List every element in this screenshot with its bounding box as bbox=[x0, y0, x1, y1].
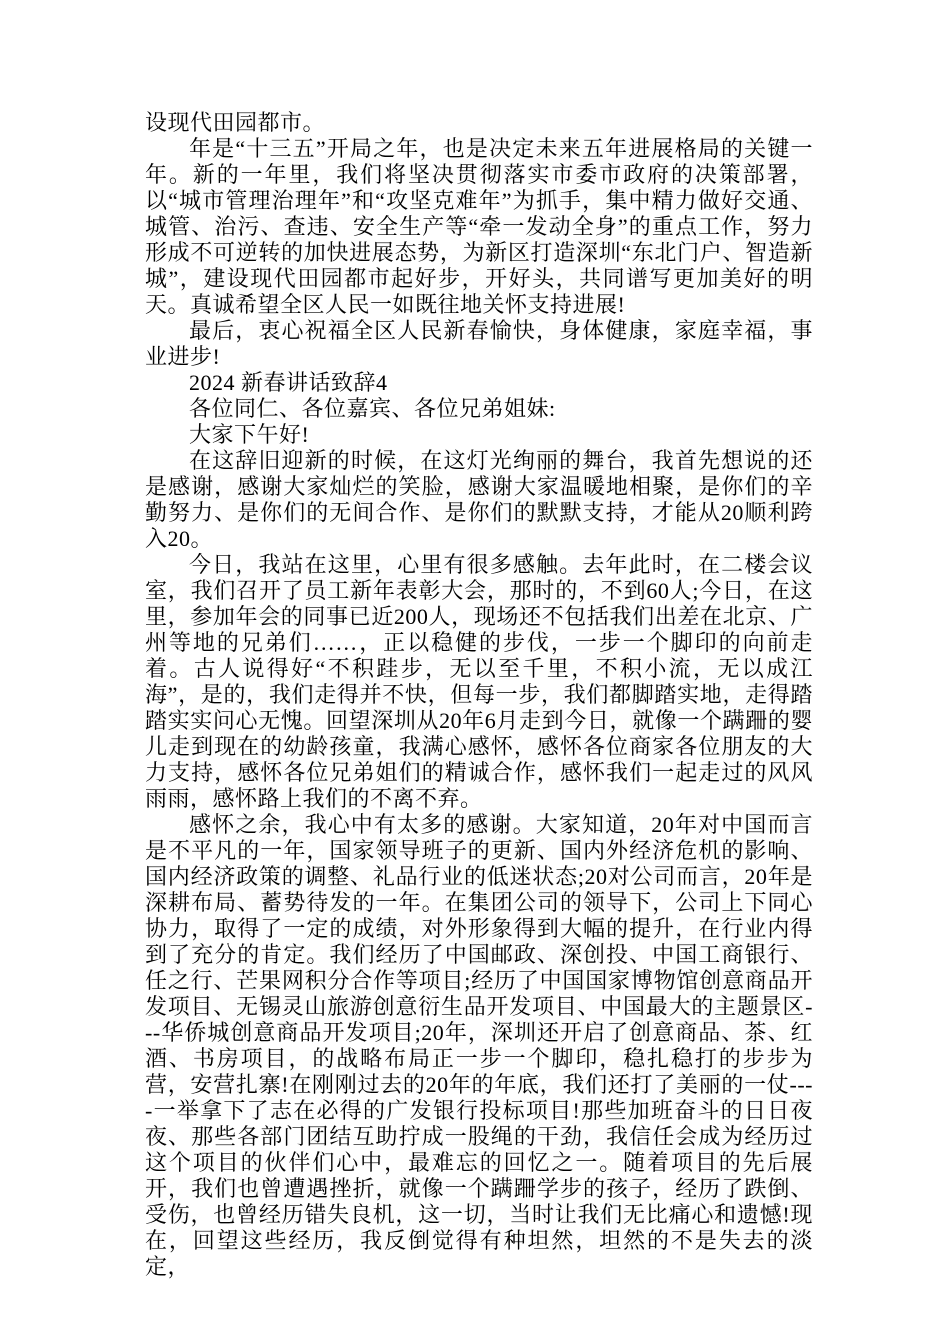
section-title: 2024 新春讲话致辞4 bbox=[189, 370, 388, 395]
paragraph-continuation: 设现代田园都市。 bbox=[145, 110, 326, 135]
paragraph: 今日，我站在这里，心里有很多感触。去年此时，在二楼会议室，我们召开了员工新年表彰大会，那时的，不到60人;今日，在这里，参加年会的同事已近200人，现场还不包括我们出差在北京、广州等地的兄弟们……，正以稳健的步伐，一步一个脚印的向前走着。古人说得好“不积跬步，无以至千里，不积小流，无以成江海”，是的，我们走得并不快，但每一步，我们都脚踏实地，走得踏踏实实问心无愧。回望深圳从20年6月走到今日，就像一个蹒跚的婴儿走到现在的幼龄孩童，我满心感怀，感怀各位商家各位朋友的大力支持，感怀各位兄弟姐们的精诚合作，感怀我们一起走过的风风雨雨，感怀路上我们的不离不弃。 bbox=[145, 552, 813, 811]
greeting: 大家下午好! bbox=[189, 422, 310, 447]
paragraph: 感怀之余，我心中有太多的感谢。大家知道，20年对中国而言是不平凡的一年，国家领导班子的更新、国内外经济危机的影响、国内经济政策的调整、礼品行业的低迷状态;20对公司而言，20年是深耕布局、蓄势待发的一年。在集团公司的领导下，公司上下同心协力，取得了一定的成绩，对外形象得到大幅的提升，在行业内得到了充分的肯定。我们经历了中国邮政、深创投、中国工商银行、任之行、芒果网积分合作等项目;经历了中国国家博物馆创意商品开发项目、无锡灵山旅游创意衍生品开发项目、中国最大的主题景区---华侨城创意商品开发项目;20年，深圳还开启了创意商品、茶、红酒、书房项目，的战略布局正一步一个脚印，稳扎稳打的步步为营，安营扎寨!在刚刚过去的20年的年底，我们还打了美丽的一仗----一举拿下了志在必得的广发银行投标项目!那些加班奋斗的日日夜夜、那些各部门团结互助拧成一股绳的干劲，我信任会成为经历过这个项目的伙伴们心中，最难忘的回忆之一。随着项目的先后展开，我们也曾遭遇挫折，就像一个蹒跚学步的孩子，经历了跌倒、受伤，也曾经历错失良机，这一切，当时让我们无比痛心和遗憾!现在，回望这些经历，我反倒觉得有种坦然，坦然的不是失去的淡定， bbox=[145, 812, 813, 1279]
document-body bbox=[145, 110, 813, 1280]
paragraph: 在这辞旧迎新的时候，在这灯光绚丽的舞台，我首先想说的还是感谢，感谢大家灿烂的笑脸，感谢大家温暖地相聚，是你们的辛勤努力、是你们的无间合作、是你们的默默支持，才能从20顺利跨入20。 bbox=[145, 448, 813, 551]
paragraph: 年是“十三五”开局之年，也是决定未来五年进展格局的关键一年。新的一年里，我们将坚决贯彻落实市委市政府的决策部署，以“城市管理治理年”和“攻坚克难年”为抓手，集中精力做好交通、城管、治污、查违、安全生产等“牵一发动全身”的重点工作，努力形成不可逆转的加快进展态势，为新区打造深圳“东北门户、智造新城”，建设现代田园都市起好步，开好头，共同谱写更加美好的明天。真诚希望全区人民一如既往地关怀支持进展! bbox=[145, 136, 813, 317]
salutation: 各位同仁、各位嘉宾、各位兄弟姐妹: bbox=[189, 396, 556, 421]
paragraph: 最后，衷心祝福全区人民新春愉快，身体健康，家庭幸福，事业进步! bbox=[145, 318, 813, 369]
